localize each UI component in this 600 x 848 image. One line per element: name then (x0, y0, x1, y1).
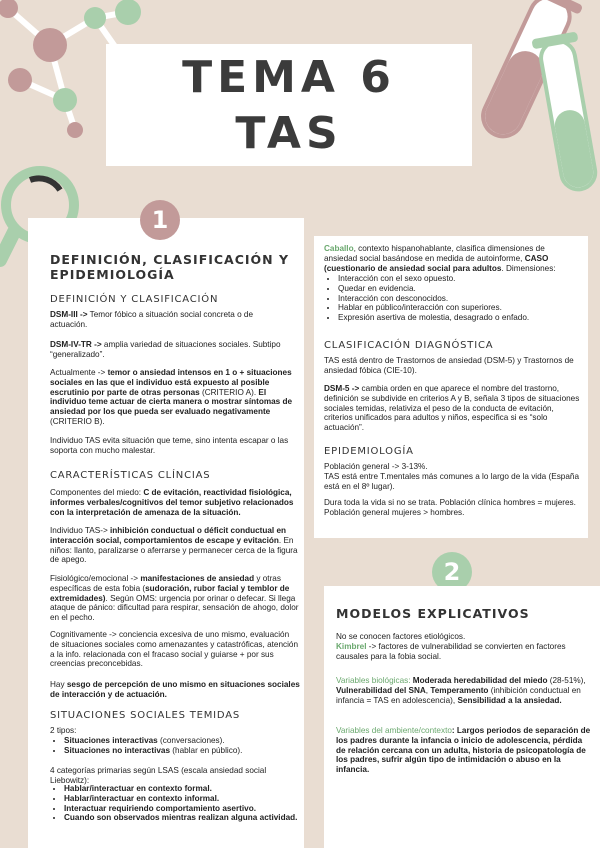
tipos-intro: 2 tipos: (50, 726, 77, 735)
heading-caracteristicas: CARACTERÍSTICAS CLÍNCIAS (50, 470, 211, 481)
heading-clasificacion-diagnostica: CLASIFICACIÓN DIAGNÓSTICA (324, 340, 494, 351)
dsm4-paragraph: DSM-IV-TR -> amplia variedad de situaciones sociales. Subtipo “generalizado”. (50, 340, 281, 359)
no-factores-paragraph: No se conocen factores etiológicos. (336, 632, 466, 641)
section-2-heading: MODELOS EXPLICATIVOS (336, 606, 530, 621)
categorias-intro: 4 categorías primarias según LSAS (escala ansiedad social Liebowitz): (50, 766, 267, 785)
list-item: • Quedar en evidencia. (338, 284, 580, 294)
list-item: • Interactuar requiriendo comportamiento asertivo. (64, 804, 300, 814)
test-tubes-illustration (460, 0, 600, 200)
dsm3-paragraph: DSM-III -> Temor fóbico a situación social concreta o de actuación. (50, 310, 254, 329)
section-1-card (28, 206, 304, 848)
cognitivamente-paragraph: Cognitivamente -> conciencia excesiva de uno mismo, evaluación de situaciones sociales como amenazantes y catastróficas, atención a la info. relacionada con el fracaso social y guiarse + por sus creencias preconcebidas. (50, 630, 299, 669)
section-2-number: 2 (432, 552, 472, 592)
actualmente-paragraph: Actualmente -> temor o ansiedad intensos en 1 o + situaciones sociales en las que el individuo está expuesto al posible escrutinio por parte de otras personas (CRITERIO A). El individuo teme actuar de cierta manera o mostrar síntomas de ansiedad por los que pueda ser evaluado negativamente (CRITERIO B). (50, 368, 293, 426)
subheading-definicion: DEFINICIÓN Y CLASIFICACIÓN (50, 294, 219, 305)
dimensiones-list (324, 274, 580, 323)
list-item: • Cuando son observados mientras realizan alguna actividad. (64, 813, 300, 823)
title-line-2: TAS (235, 108, 343, 159)
list-item: • Hablar/interactuar en contexto formal. (64, 784, 300, 794)
fisiologico-paragraph: Fisiológico/emocional -> manifestaciones de ansiedad y otras específicas de esta fobia (sudoración, rubor facial y temblor de extremidades). Según OMS: urgencia por orinar o defecar. Si llega ataque de pánico: dificultad para respirar, sensación de ahogo, dolor en el pecho. (50, 574, 299, 623)
variables-ambiente-paragraph: Variables del ambiente/contexto: Largos periodos de separación de los padres durante la infancia o inicio de adolescencia, pérdida de relación cercana con un adulta, historia de psicopatología de los padres, sufrir algún tipo de intimidación o abuso en la infancia. (336, 726, 591, 775)
caballo-paragraph: Caballo, contexto hispanohablante, clasifica dimensiones de ansiedad social basándose en medida de autoinforme, CASO (cuestionario de ansiedad social para adultos. Dimensiones: (324, 244, 556, 273)
heading-epidemiologia: EPIDEMIOLOGÍA (324, 446, 414, 457)
individuo-paragraph: Individuo TAS evita situación que teme, sino intenta escapar o las soporta con mucho malestar. (50, 436, 289, 455)
heading-situaciones: SITUACIONES SOCIALES TEMIDAS (50, 710, 241, 721)
title-box (106, 44, 472, 166)
categorias-list (50, 784, 300, 823)
epi-line-3: Dura toda la vida si no se trata. Población clínica hombres = mujeres. Población general mujeres > hombres. (324, 498, 576, 517)
list-item: • Hablar en público/interacción con superiores. (338, 303, 580, 313)
title-line-1: TEMA 6 (182, 52, 396, 103)
diagnostica-paragraph: TAS está dentro de Trastornos de ansiedad (DSM-5) y Trastornos de ansiedad fóbica (CIE-10). (324, 356, 574, 375)
list-item: • Expresión asertiva de molestia, desagrado o enfado. (338, 313, 580, 323)
variables-biologicas-paragraph: Variables biológicas: Moderada heredabilidad del miedo (28-51%), Vulnerabilidad del SNA, Temperamento (inhibición conductual en infancia = TAS en adolescencia), Sensibilidad a la ansiedad. (336, 676, 586, 705)
section-1-number: 1 (140, 200, 180, 240)
section-1-heading: DEFINICIÓN, CLASIFICACIÓN Y EPIDEMIOLOGÍA (50, 252, 290, 282)
epi-line-2: TAS está entre T.mentales más comunes a lo largo de la vida (España está en el 8º lugar). (324, 472, 580, 491)
sesgo-paragraph: Hay sesgo de percepción de uno mismo en situaciones sociales de interacción y de actuación. (50, 680, 300, 699)
section-1-continued-card (314, 236, 588, 538)
list-item: • Hablar/interactuar en contexto informal. (64, 794, 300, 804)
individuo-tas-paragraph: Individuo TAS-> inhibición conductual o déficit conductual en interacción social, comportamientos de escape y evitación. En niños: llanto, paralizarse o aferrarse y permanecer cerca de la figura de apego. (50, 526, 298, 565)
list-item: • Situaciones no interactivas (hablar en público). (64, 746, 300, 756)
kimbrel-paragraph: Kimbrel -> factores de vulnerabilidad se convierten en factores causales para la fobia social. (336, 642, 566, 661)
list-item: • Interacción con el sexo opuesto. (338, 274, 580, 284)
dsm5-paragraph: DSM-5 -> cambia orden en que aparece el nombre del trastorno, definición se subdivide en criterios A y B, señala 3 tipos de situaciones sociales temidas, relativiza el peso de la conducta de evitación, criterios unificados para adultos y niños, especifica si es “solo actuación”. (324, 384, 580, 433)
epi-line-1: Población general -> 3-13%. (324, 462, 428, 471)
tipos-list (50, 736, 300, 756)
section-2-card (324, 586, 600, 848)
list-item: • Interacción con desconocidos. (338, 294, 580, 304)
componentes-paragraph: Componentes del miedo: C de evitación, reactividad fisiológica, informes verbales/cognitivos del temor subjetivo relacionados con la interpretación de amenaza de la situación. (50, 488, 294, 517)
list-item: • Situaciones interactivas (conversaciones). (64, 736, 300, 746)
